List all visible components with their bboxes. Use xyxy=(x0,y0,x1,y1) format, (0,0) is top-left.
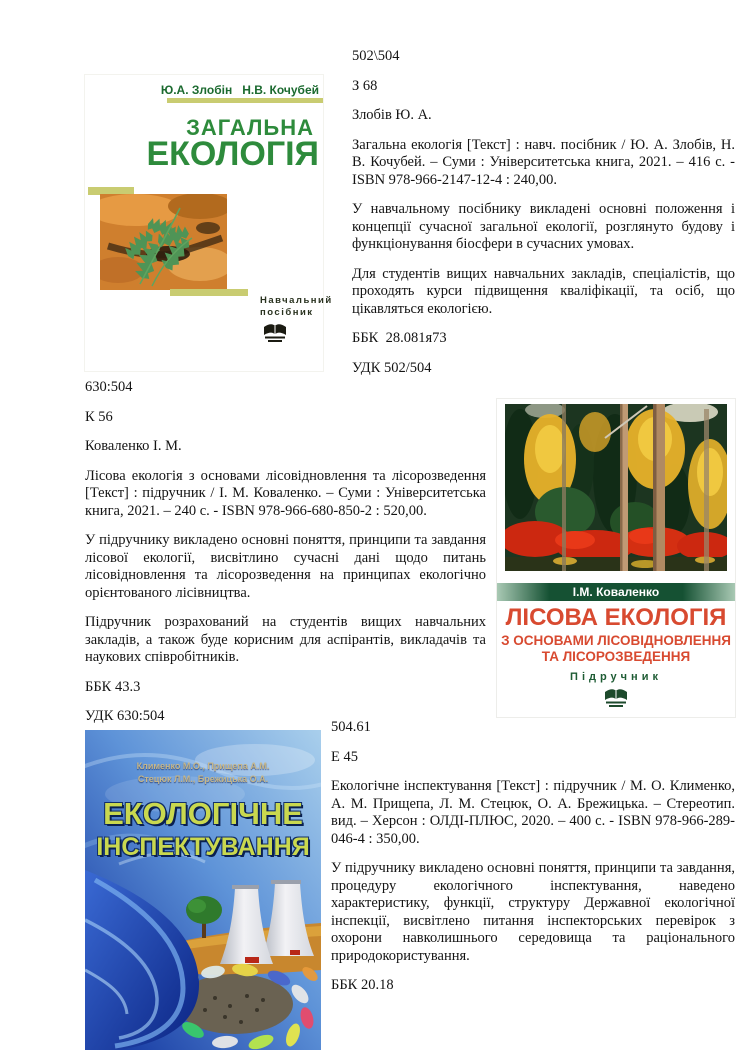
author-mark: Е 45 xyxy=(331,748,358,765)
bibliographic-description: Лісова екологія з основами лісовідновлення та лісорозведення [Текст] : підручник / І. М. Коваленко. – Суми : Університетська книга, 2021. – 240 с. - ISBN 978-966-680-850-2 : 520,00. xyxy=(85,467,486,519)
bbk-code: ББК 20.18 xyxy=(331,977,394,993)
bibliographic-description: Екологічне інспектування [Текст] : підручник / М. О. Клименко, А. М. Прищепа, Л. М. Стецюк, О. А. Брежицька. – Стереотип. вид. – Херсон : ОЛДІ-ПЛЮС, 2020. – 400 с. - ISBN 978-966-289-046-4 : 350,00. xyxy=(331,778,735,847)
classmark: 502\504 xyxy=(352,48,400,64)
annotation: У підручнику викладено основні поняття, принципи та завдання лісової екології, висвітлино сучасні дані щодо питань лісовідновлення та лісорозведення на принципах екологічно орієнтованого лісівництва. xyxy=(85,532,486,601)
udk-code: УДК 502/504 xyxy=(352,359,432,376)
cover3-authors xyxy=(85,760,321,786)
cover2-subtitle-line2: ТА ЛІСОРОЗВЕДЕННЯ xyxy=(541,649,691,664)
cover1-title-line2: ЕКОЛОГІЯ xyxy=(146,135,319,173)
cover2-author-band: І.М. Коваленко xyxy=(497,583,735,601)
classmark: 630:504 xyxy=(85,379,133,395)
bbk-code: ББК 28.081я73 xyxy=(352,330,447,346)
cover1-subtitle-line2: посібник xyxy=(260,307,314,318)
cover1-subtitle-line1: Навчальний xyxy=(260,295,333,306)
cover3-authors-line1: Клименко М.О., Прищепа А.М. xyxy=(136,761,270,771)
annotation: Для студентів вищих навчальних закладів, спеціалістів, що проходять курси підвищення кваліфікації, та осіб, що цікавляться екологією. xyxy=(352,265,735,317)
entry3-text xyxy=(331,719,735,1007)
cover1-fern-photo xyxy=(100,194,227,290)
author-mark: З 68 xyxy=(352,77,378,94)
annotation: Підручник розрахований на студентів вищих навчальних закладів, а також буде корисним для аспірантів, викладачів та наукових співробітників. xyxy=(85,614,486,665)
entry2-text xyxy=(85,379,486,738)
cover3-title-line2: ІНСПЕКТУВАННЯ xyxy=(96,833,310,861)
cover1-subtitle xyxy=(260,295,333,319)
cover2-subtitle-line1: З ОСНОВАМИ ЛІСОВІДНОВЛЕННЯ xyxy=(501,633,731,648)
author-heading: Коваленко І. М. xyxy=(85,438,182,454)
cover1-olive-bar-top xyxy=(167,98,323,103)
cover3-title-line1: ЕКОЛОГІЧНЕ xyxy=(103,796,303,831)
book-cover-zahalna-ekolohiia xyxy=(85,75,333,371)
cover2-type-label: Підручник xyxy=(570,671,662,683)
author-mark: К 56 xyxy=(85,408,113,425)
udk-code: УДК 630:504 xyxy=(85,708,165,724)
bibliographic-description: Загальна екологія [Текст] : навч. посібник / Ю. А. Злобів, Н. В. Кочубей. – Суми : Університетська книга, 2021. – 416 с. - ISBN 978-966-2147-12-4 : 240,00. xyxy=(352,136,735,188)
cover2-title: ЛІСОВА ЕКОЛОГІЯ xyxy=(505,604,727,631)
publisher-logo-icon xyxy=(603,687,629,709)
cover1-olive-bar-bottom xyxy=(170,289,248,296)
annotation: У навчальному посібнику викладені основні положення і концепції сучасної загальної екології, розглянуто будову і функціонування біосфери в сучасних умовах. xyxy=(352,201,735,252)
book-cover-lisova-ekolohiia xyxy=(497,399,735,717)
publisher-logo-icon xyxy=(262,322,288,344)
annotation: У підручнику викладено основні поняття, принципи та завдання, процедуру екологічного інспектування, наведено характеристику, функції, структуру Державної екологічної інспекції, висвітлено питання інспекторських перевірок з охорони навколишнього середовища та раціонального природокористування. xyxy=(331,860,735,964)
cover2-forest-photo xyxy=(505,404,727,571)
cover1-title-line1: ЗАГАЛЬНА xyxy=(186,115,314,140)
cover1-authors: Ю.А. Злобін Н.В. Кочубей xyxy=(160,83,319,97)
cover3-authors-line2: Стецюк Л.М., Брежицька О.А. xyxy=(137,774,269,784)
entry1-text xyxy=(352,48,735,389)
author-heading: Злобів Ю. А. xyxy=(352,107,432,123)
bbk-code: ББК 43.3 xyxy=(85,678,141,695)
classmark: 504.61 xyxy=(331,719,371,735)
book-cover-ekolohichne-inspektuvannia xyxy=(85,730,321,1050)
